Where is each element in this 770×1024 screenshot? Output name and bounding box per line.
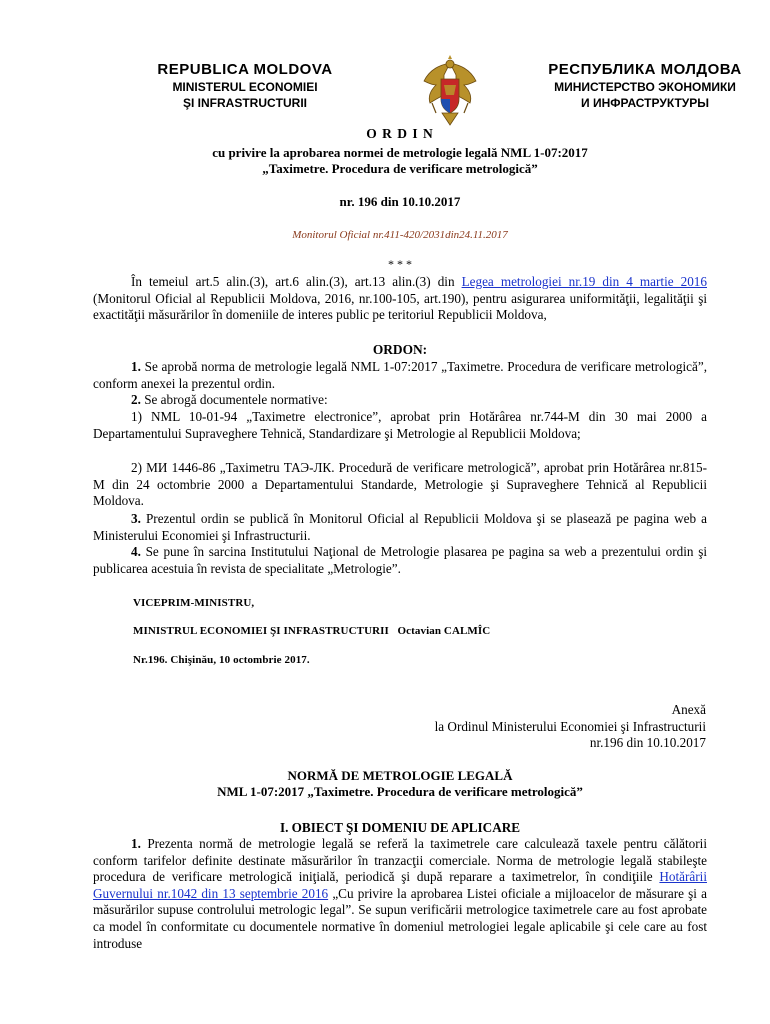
coat-of-arms-icon	[420, 55, 480, 127]
order-subtitle-2: „Taximetre. Procedura de verificare metrologică”	[262, 161, 538, 176]
point-1-text: Se aprobă norma de metrologie legală NML 1-07:2017 „Taximetre. Procedura de verificare metrologică”, conform anexei la prezentul ordin.	[93, 359, 707, 391]
order-subtitle-1: cu privire la aprobarea normei de metrologie legală NML 1-07:2017	[212, 145, 588, 160]
point-4	[93, 544, 707, 577]
annex-order-number: nr.196 din 10.10.2017	[589, 735, 706, 751]
header-ministry-ru-2: И ИНФРАСТРУКТУРЫ	[581, 96, 709, 110]
header-ministry-ro-2: ŞI INFRASTRUCTURII	[183, 96, 307, 110]
order-title: O R D I N	[366, 126, 434, 141]
header-ministry-ro-1: MINISTERUL ECONOMIEI	[172, 80, 318, 94]
annex-reference	[435, 702, 706, 752]
preamble-text-2: (Monitorul Oficial al Republicii Moldova, 2016, nr.100-105, art.190), pentru asigurarea uniformităţii, legalităţii şi exactităţii măsurărilor în domeniile de interes public pe teritoriul Republicii Moldova,	[93, 290, 707, 323]
law-link[interactable]: Legea metrologiei nr.19 din 4 martie 2016	[461, 274, 707, 289]
point-2-text: Se abrogă documentele normative:	[140, 392, 328, 407]
point-3-text: Prezentul ordin se publică în Monitorul Oficial al Republicii Moldova şi se plasează pe pagina web a Ministerului Economiei şi Infrastructurii.	[93, 511, 707, 543]
point-2-item-2: 2) МИ 1446-86 „Taximetru ТАЭ-ЛК. Procedură de verificare metrologică”, aprobat prin Hotărârea nr.815-M din 24 octombrie 2000 a Departamentului Standarde, Metrologie şi Supraveghere Tehnică al Republicii Moldova.	[93, 460, 707, 509]
section-1-number: 1.	[131, 836, 141, 851]
annex-order-ref: la Ordinul Ministerului Economiei şi Infrastructurii	[434, 718, 706, 734]
header-country-ro: REPUBLICA MOLDOVA	[157, 61, 333, 78]
section-1-text-1: Prezenta normă de metrologie legală se referă la taximetrele care calculează taxele pentru călătorii conform tarifelor definite destinate măsurărilor în tranzacţii comerciale. Norma de metrologie legală stabileşte procedura de verificare metrologică iniţială, periodică şi după reparare a taximetrelor, în condiţiile	[93, 836, 707, 885]
document-header	[95, 55, 770, 133]
point-2-number: 2.	[131, 392, 141, 407]
section-1-text-2: „Cu privire la aprobarea Listei oficiale a mijloacelor de măsurare şi a măsurărilor supuse controlului metrologic legal”. Se supun verificării metrologice taximetrele care au fost aprobate ca model în conformitate cu documentele normative în domeniul metrologiei legale aplicabile şi cele care au fost introduse	[93, 885, 708, 951]
point-2	[93, 392, 707, 409]
header-ministry-ru-1: МИНИСТЕРСТВО ЭКОНОМИКИ	[554, 80, 736, 94]
point-4-number: 4.	[131, 544, 141, 559]
point-3	[93, 511, 707, 544]
point-1	[93, 359, 707, 392]
monitor-reference: Monitorul Oficial nr.411-420/2031din24.11.2017	[292, 229, 508, 241]
signature-minister: MINISTRUL ECONOMIEI ŞI INFRASTRUCTURII Octavian CALMÎC	[133, 625, 491, 637]
norm-title: NORMĂ DE METROLOGIE LEGALĂ	[287, 768, 513, 783]
header-left-romanian	[95, 61, 395, 111]
section-1-paragraph	[93, 836, 707, 952]
section-heading: I. OBIECT ŞI DOMENIU DE APLICARE	[279, 820, 521, 835]
annex-label: Anexă	[671, 702, 706, 717]
header-country-ru: РЕСПУБЛИКА МОЛДОВА	[548, 61, 742, 78]
signature-place-date: Nr.196. Chişinău, 10 octombrie 2017.	[133, 654, 310, 666]
separator-stars: * * *	[388, 257, 412, 271]
point-4-text: Se pune în sarcina Institutului Naţional de Metrologie plasarea pe pagina sa web a prezentului ordin şi publicarea acestuia în revista de specialitate „Metrologie”.	[93, 544, 707, 576]
point-2-item-1: 1) NML 10-01-94 „Taximetre electronice”, aprobat prin Hotărârea nr.744-M din 30 mai 2000 a Departamentului Supraveghere Tehnică, Standardizare şi Metrologie al Republicii Moldova;	[93, 409, 707, 441]
point-3-number: 3.	[131, 511, 141, 526]
norm-subtitle: NML 1-07:2017 „Taximetre. Procedura de verificare metrologică”	[217, 784, 583, 799]
government-decision-link[interactable]: Hotărârii Guvernului nr.1042 din 13 septembrie 2016	[93, 869, 707, 901]
ordon-heading: ORDON:	[372, 342, 428, 357]
point-1-number: 1.	[131, 359, 141, 374]
signature-title: VICEPRIM-MINISTRU,	[133, 597, 255, 609]
preamble-text-1: În temeiul art.5 alin.(3), art.6 alin.(3), art.13 alin.(3) din	[131, 274, 462, 289]
order-number: nr. 196 din 10.10.2017	[339, 194, 461, 209]
header-right-russian	[515, 61, 770, 111]
preamble-paragraph	[93, 274, 707, 324]
